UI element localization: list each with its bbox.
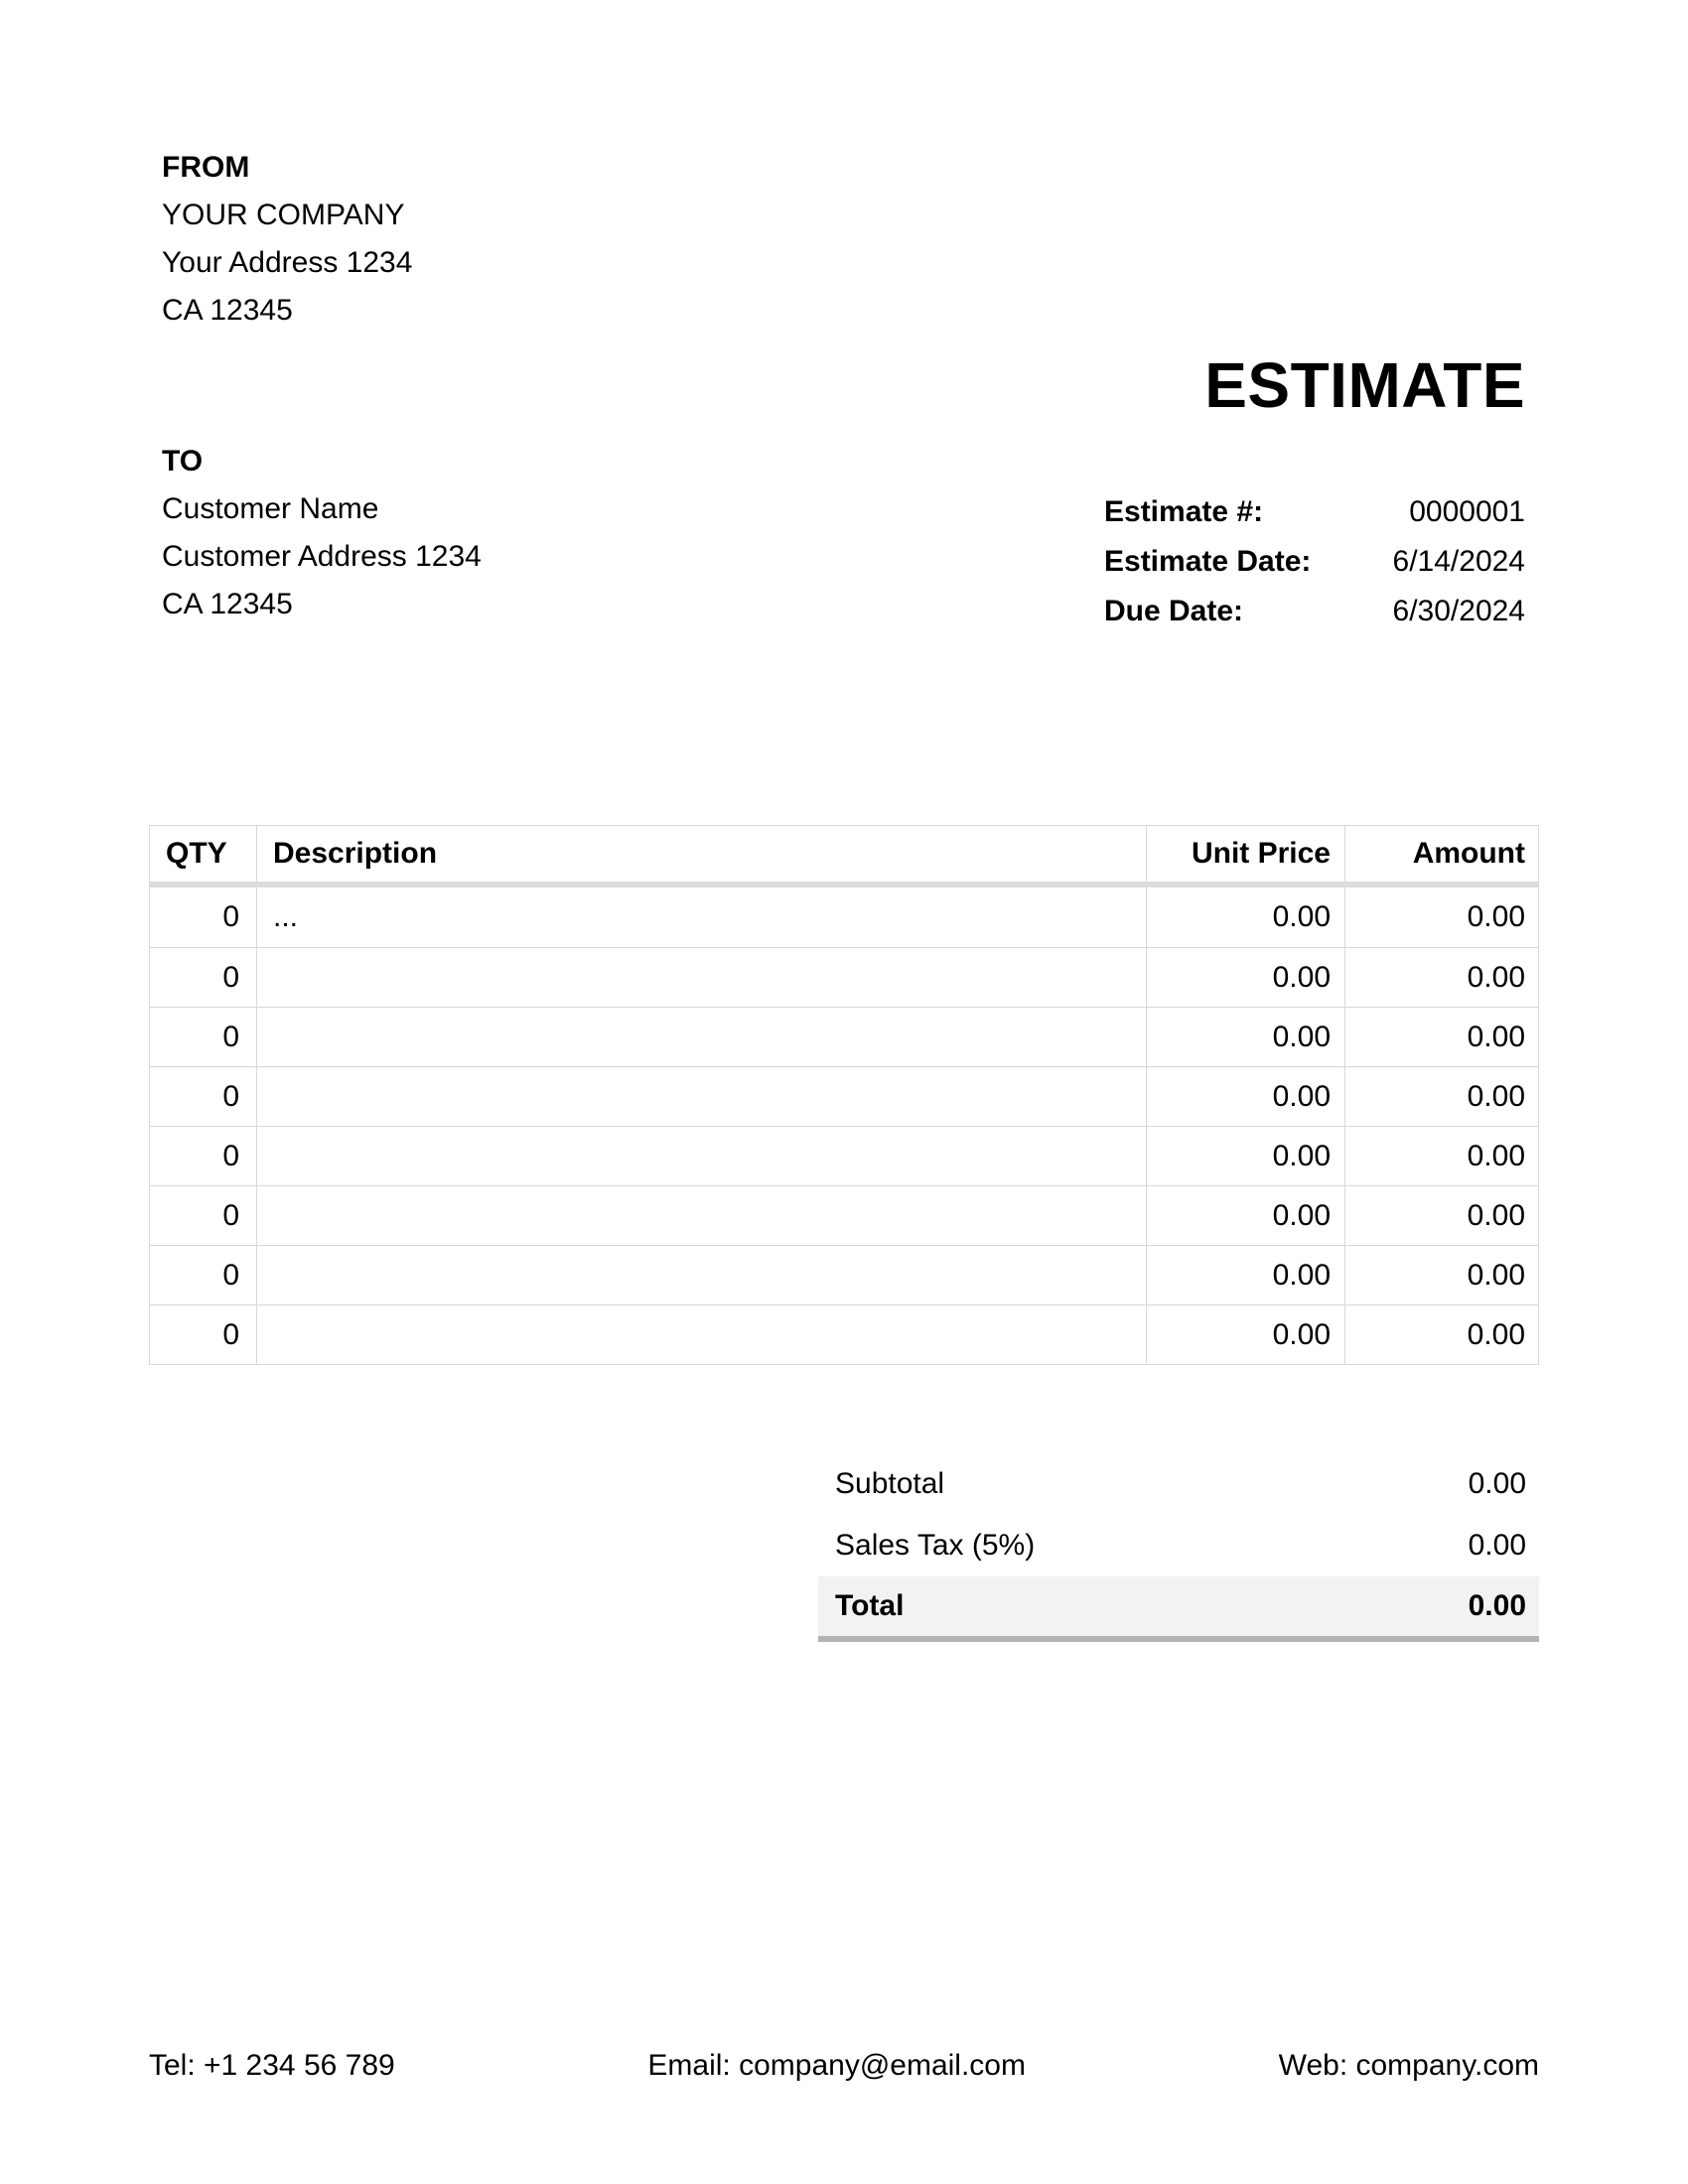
document-title: ESTIMATE [1204, 349, 1525, 421]
sales-tax-value: 0.00 [1468, 1529, 1526, 1562]
table-row [150, 947, 1538, 1007]
table-header-row [150, 826, 1538, 887]
amount-column-header: Amount [1344, 826, 1538, 882]
to-label: TO [162, 445, 204, 478]
description-cell: ... [256, 887, 1146, 947]
description-cell [256, 1127, 1146, 1185]
table-row [150, 1185, 1538, 1245]
from-label: FROM [162, 151, 250, 184]
amount-cell: 0.00 [1344, 1127, 1538, 1185]
table-row [150, 887, 1538, 947]
qty-cell: 0 [222, 1079, 239, 1113]
unit-price-cell: 0.00 [1146, 1186, 1344, 1245]
to-section [162, 438, 482, 628]
total-row [818, 1576, 1539, 1642]
from-address: Your Address 1234 [162, 246, 413, 279]
amount-cell: 0.00 [1344, 1186, 1538, 1245]
subtotal-value: 0.00 [1468, 1467, 1526, 1500]
estimate-number-label: Estimate #: [1104, 495, 1264, 528]
qty-cell: 0 [222, 1258, 239, 1292]
qty-cell: 0 [222, 1139, 239, 1172]
description-cell [256, 1008, 1146, 1066]
estimate-meta-section [1104, 487, 1539, 636]
estimate-date-label: Estimate Date: [1104, 545, 1312, 578]
table-row [150, 1066, 1538, 1126]
estimate-date-row [1104, 537, 1539, 587]
unit-price-cell: 0.00 [1146, 1127, 1344, 1185]
qty-cell: 0 [222, 1020, 239, 1053]
customer-city: CA 12345 [162, 588, 293, 620]
table-row [150, 1007, 1538, 1066]
from-company-name: YOUR COMPANY [162, 199, 405, 231]
unit-price-cell: 0.00 [1146, 1305, 1344, 1364]
amount-cell: 0.00 [1344, 1246, 1538, 1304]
sales-tax-label: Sales Tax (5%) [835, 1529, 1036, 1562]
table-row [150, 1245, 1538, 1304]
due-date-label: Due Date: [1104, 595, 1244, 627]
subtotal-label: Subtotal [835, 1467, 945, 1500]
amount-cell: 0.00 [1344, 1067, 1538, 1126]
customer-name: Customer Name [162, 492, 379, 525]
qty-cell: 0 [222, 960, 239, 994]
qty-column-header: QTY [166, 837, 227, 870]
customer-address: Customer Address 1234 [162, 540, 482, 573]
unit-price-cell: 0.00 [1146, 1008, 1344, 1066]
from-section [162, 144, 412, 335]
description-column-header: Description [256, 826, 1146, 882]
from-city: CA 12345 [162, 294, 293, 327]
amount-cell: 0.00 [1344, 1008, 1538, 1066]
qty-cell: 0 [222, 1198, 239, 1232]
description-cell [256, 1305, 1146, 1364]
estimate-number-value: 0000001 [1409, 495, 1525, 528]
unit-price-cell: 0.00 [1146, 887, 1344, 947]
footer-website: Web: company.com [1278, 2049, 1539, 2082]
unit-price-cell: 0.00 [1146, 1067, 1344, 1126]
description-cell [256, 1246, 1146, 1304]
unit-price-column-header: Unit Price [1146, 826, 1344, 882]
totals-section [818, 1453, 1539, 1642]
subtotal-row [818, 1453, 1539, 1515]
unit-price-cell: 0.00 [1146, 948, 1344, 1007]
page-footer [149, 2047, 1539, 2085]
total-label: Total [835, 1589, 905, 1622]
amount-cell: 0.00 [1344, 948, 1538, 1007]
table-row [150, 1126, 1538, 1185]
footer-email: Email: company@email.com [647, 2049, 1026, 2082]
estimate-date-value: 6/14/2024 [1392, 545, 1525, 578]
amount-cell: 0.00 [1344, 1305, 1538, 1364]
due-date-value: 6/30/2024 [1392, 595, 1525, 627]
description-cell [256, 1186, 1146, 1245]
amount-cell: 0.00 [1344, 887, 1538, 947]
unit-price-cell: 0.00 [1146, 1246, 1344, 1304]
qty-cell: 0 [222, 900, 239, 933]
table-row [150, 1304, 1538, 1364]
estimate-number-row [1104, 487, 1539, 537]
footer-telephone: Tel: +1 234 56 789 [149, 2049, 395, 2082]
due-date-row [1104, 587, 1539, 636]
qty-cell: 0 [222, 1317, 239, 1351]
description-cell [256, 1067, 1146, 1126]
total-value: 0.00 [1468, 1589, 1526, 1622]
sales-tax-row [818, 1515, 1539, 1576]
line-items-table [149, 825, 1539, 1365]
description-cell [256, 948, 1146, 1007]
